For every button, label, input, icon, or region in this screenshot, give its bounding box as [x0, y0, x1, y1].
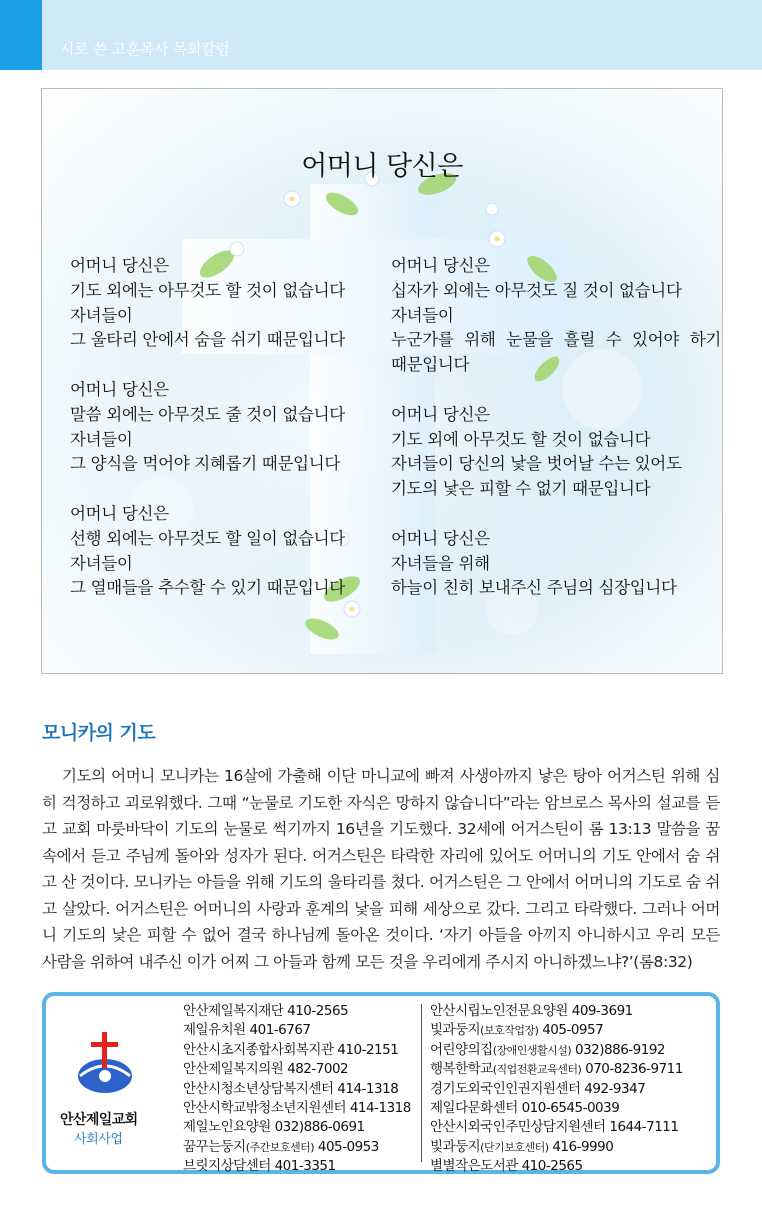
poem-stanza: [391, 527, 721, 601]
article-title: 모니카의 기도: [42, 722, 156, 744]
poem-line: 어머니 당신은: [70, 256, 169, 275]
poem-line: 어머니 당신은: [391, 528, 490, 548]
poem-line: 십자가 외에는 아무것도 질 것이 없습니다: [391, 280, 682, 300]
logo-name: 안산제일교회: [60, 1112, 138, 1128]
poem-line: 기도 외에 아무것도 할 것이 없습니다: [391, 429, 651, 449]
directory-row: 행복한학교(직업전환교육센터) 070-8236-9711: [430, 1061, 683, 1078]
poem-stanza: [391, 403, 721, 502]
directory-row: 브릿지상담센터 401-3351: [183, 1158, 336, 1175]
poem-left-column: [70, 254, 370, 626]
directory-row: 제일다문화센터 010-6545-0039: [430, 1100, 620, 1117]
directory-row: 안산시청소년상담복지센터 414-1318: [183, 1080, 399, 1097]
directory-row: 안산시립노인전문요양원 409-3691: [430, 1003, 633, 1019]
directory-row: 어린양의집(장애인생활시설) 032)886-9192: [430, 1041, 666, 1058]
poem-line: 말씀 외에는 아무것도 줄 것이 없습니다: [70, 404, 345, 424]
logo-subtitle: 사회사업: [74, 1132, 123, 1147]
poem-line: 자녀들이: [70, 305, 133, 325]
poem-stanza: [391, 254, 721, 378]
poem-line: 어머니 당신은: [70, 503, 169, 523]
poem-stanza: [70, 378, 370, 477]
poem-right-column: [391, 254, 721, 626]
poem-line: 자녀들이: [70, 553, 133, 573]
poem-line: 그 양식을 먹어야 지혜롭기 때문입니다: [70, 454, 341, 474]
poem-line: 때문입니다: [391, 355, 470, 375]
header-tab: [0, 0, 42, 70]
directory-row: 안산시학교밖청소년지원센터 414-1318: [183, 1100, 411, 1117]
poem-stanza: [70, 254, 370, 353]
directory-row: 경기도외국인인권지원센터 492-9347: [430, 1080, 646, 1097]
directory-row: 빛과둥지(보호작업장) 405-0957: [430, 1022, 604, 1039]
poem-line: 어머니 당신은: [391, 404, 490, 424]
poem-line: 자녀들을 위해: [391, 553, 490, 573]
poem-line: 어머니 당신은: [70, 379, 169, 399]
poem-line: 자녀들이: [391, 305, 454, 325]
directory-row: 제일노인요양원 032)886-0691: [183, 1119, 365, 1136]
poem-line: 선행 외에는 아무것도 할 일이 없습니다: [70, 528, 345, 548]
directory-row: 안산제일복지의원 482-7002: [183, 1061, 349, 1078]
poem-line: 어머니 당신은: [391, 256, 490, 275]
poem-line: 기도의 낯은 피할 수 없기 때문입니다: [391, 479, 651, 499]
poem-line: 자녀들이 당신의 낯을 벗어날 수는 있어도: [391, 454, 682, 474]
poem-line: 그 울타리 안에서 숨을 쉬기 때문입니다: [70, 330, 345, 350]
poem-stanza: [70, 502, 370, 601]
header-title: 시로 쓴 고훈목사 목회칼럼: [60, 40, 230, 58]
directory-column-1: [183, 1002, 411, 1177]
footer-directory-box: [42, 992, 720, 1174]
poem-line: 그 열매들을 추수할 수 있기 때문입니다: [70, 578, 345, 598]
poem-line: 하늘이 친히 보내주신 주님의 심장입니다: [391, 578, 677, 598]
column-divider: [421, 1004, 422, 1162]
directory-row: 꿈꾸는둥지(주간보호센터) 405-0953: [183, 1138, 379, 1155]
directory-column-2: [430, 1002, 683, 1177]
directory-row: 별별작은도서관 410-2565: [430, 1158, 583, 1175]
poem-frame: [41, 88, 723, 674]
directory-row: 안산시외국인주민상담지원센터 1644-7111: [430, 1119, 679, 1136]
directory-row: 안산제일복지재단 410-2565: [183, 1003, 349, 1019]
directory-row: 제일유치원 401-6767: [183, 1022, 311, 1039]
directory-row: 안산시초지종합사회복지관 410-2151: [183, 1041, 399, 1058]
poem-line: 기도 외에는 아무것도 할 것이 없습니다: [70, 280, 345, 300]
poem-title: 어머니 당신은: [301, 151, 463, 182]
poem-line: 자녀들이: [70, 429, 133, 449]
poem-line: 누군가를 위해 눈물을 흘릴 수 있어야 하기: [391, 330, 721, 350]
directory-row: 빛과둥지(단기보호센터) 416-9990: [430, 1138, 614, 1155]
header-bar: [0, 0, 762, 70]
church-logo-icon: [74, 1028, 136, 1098]
article-body: 기도의 어머니 모니카는 16살에 가출해 이단 마니교에 빠져 사생아까지 낳은 탕아 어거스틴 위해 심히 걱정하고 괴로워했다. 그때 “눈물로 기도한 자식은 망하지 않습니다”라는 암브로스 목사의 설교를 듣고 교회 마룻바닥이 기도의 눈물로 썩기까지 16년을 기도했다. 32세에 어거스틴이 롬 13:13 말씀을 꿈속에서 듣고 주님께 돌아와 성자가 된다. 어거스틴은 타락한 자리에 있어도 어머니의 기도 안에서 숨 쉬고 산 것이다. 모니카는 아들을 위해 기도의 울타리를 쳤다. 어거스틴은 그 안에서 어머니의 기도로 숨 쉬고 살았다. 어거스틴은 어머니의 사랑과 훈계의 낯을 피해 세상으로 갔다. 그리고 타락했다. 그러나 어머니 기도의 낯은 피할 수 없어 결국 하나님께 돌아온 것이다. ‘자기 아들을 아끼지 아니하시고 우리 모든 사람을 위하여 내주신 이가 어찌 그 아들과 함께 모든 것을 우리에게 주시지 아니하겠느냐?’(롬8:32): [42, 767, 720, 971]
